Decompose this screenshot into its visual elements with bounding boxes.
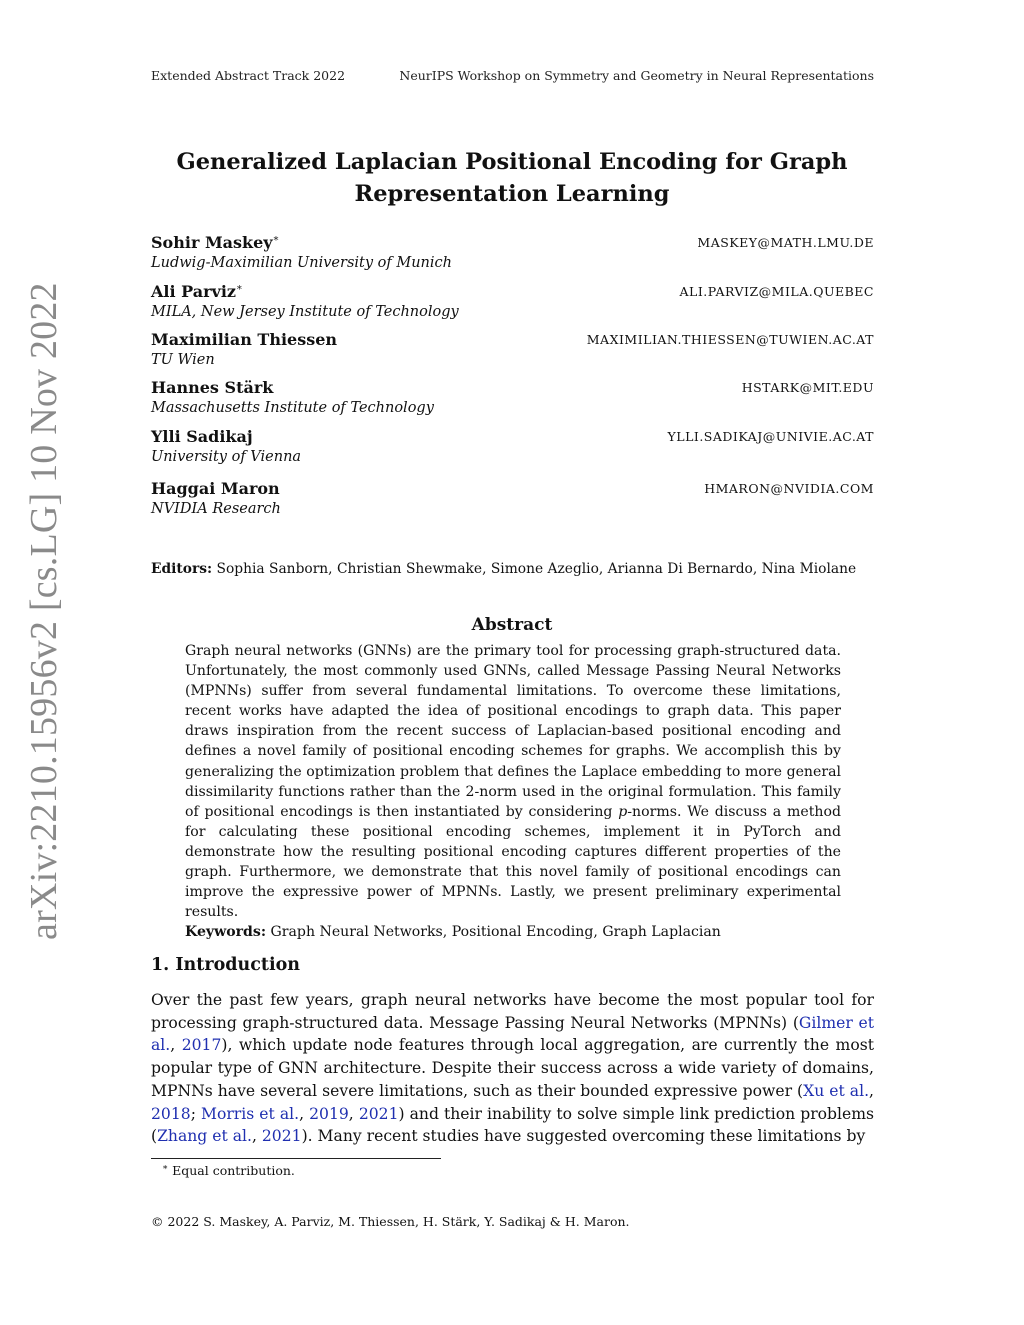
author-affiliation: Massachusetts Institute of Technology [151, 400, 434, 416]
author-email[interactable]: YLLI.SADIKAJ@UNIVIE.AC.AT [667, 429, 874, 444]
citation-link[interactable]: 2017 [181, 1036, 222, 1055]
citation-link[interactable]: 2019 [309, 1104, 349, 1123]
citation-link[interactable]: 2021 [261, 1127, 302, 1146]
author-name: Sohir Maskey∗ [151, 233, 280, 252]
abstract-heading: Abstract [471, 615, 553, 635]
editors-names: Sophia Sanborn, Christian Shewmake, Simone Azeglio, Arianna Di Bernardo, Nina Miolane [216, 561, 857, 577]
author-email[interactable]: ALI.PARVIZ@MILA.QUEBEC [679, 284, 874, 299]
citation-link[interactable]: 2021 [358, 1104, 399, 1123]
author-affiliation: University of Vienna [151, 449, 302, 465]
author-block [151, 282, 874, 328]
author-affiliation: MILA, New Jersey Institute of Technology [151, 304, 459, 320]
editors-label: Editors: [151, 561, 213, 577]
author-block [151, 378, 874, 424]
editors-line [151, 561, 856, 577]
author-email[interactable]: HSTARK@MIT.EDU [741, 380, 874, 395]
running-header-right: NeurIPS Workshop on Symmetry and Geometry in Neural Representations [399, 68, 874, 83]
citation-link[interactable]: 2018 [151, 1104, 191, 1123]
copyright-icon: © [151, 1214, 164, 1229]
footnote: ∗ Equal contribution. [162, 1163, 295, 1179]
author-name: Maximilian Thiessen [151, 330, 338, 349]
author-affiliation: TU Wien [151, 352, 215, 368]
author-email[interactable]: MASKEY@MATH.LMU.DE [697, 235, 874, 250]
author-name: Ylli Sadikaj [151, 427, 253, 446]
author-email[interactable]: HMARON@NVIDIA.COM [704, 481, 874, 496]
author-block [151, 427, 874, 473]
footnote-rule [151, 1158, 441, 1159]
author-block [151, 330, 874, 376]
keywords: Graph Neural Networks, Positional Encoding, Graph Laplacian [270, 924, 721, 941]
citation-link[interactable]: Gilmer et al. [151, 1013, 874, 1055]
intro-paragraph: Over the past few years, graph neural networks have become the most popular tool for processing graph-structured data. Message Passing Neural Networks (MPNNs) (Gilmer et al., 2017), which update node features through local aggregation, are currently the most popular type of GNN architecture. Despite their success across a wide variety of domains, MPNNs have several severe limitations, such as their bounded expressive power (Xu et al., 2018; Morris et al., 2019, 2021) and their inability to solve simple link prediction problems (Zhang et al., 2021). Many recent studies have suggested overcoming these limitations by [151, 991, 875, 1146]
copyright-line: © 2022 S. Maskey, A. Parviz, M. Thiessen, H. Stärk, Y. Sadikaj & H. Maron. [151, 1214, 630, 1229]
arxiv-stamp[interactable]: arXiv:2210.15956v2 [cs.LG] 10 Nov 2022 [23, 282, 65, 940]
keywords-label: Keywords: [185, 924, 267, 941]
paper-title: Generalized Laplacian Positional Encoding for Graph Representation Learning [176, 149, 848, 207]
author-block [151, 479, 874, 525]
author-affiliation: NVIDIA Research [151, 501, 281, 517]
author-name: Haggai Maron [151, 479, 280, 498]
author-email[interactable]: MAXIMILIAN.THIESSEN@TUWIEN.AC.AT [586, 332, 874, 347]
author-name: Hannes Stärk [151, 378, 274, 397]
citation-link[interactable]: Morris et al. [201, 1104, 300, 1123]
author-block [151, 233, 874, 279]
section-heading: 1. Introduction [151, 955, 300, 975]
author-affiliation: Ludwig-Maximilian University of Munich [151, 255, 452, 271]
citation-link[interactable]: Xu et al. [803, 1081, 870, 1100]
author-name: Ali Parviz∗ [151, 282, 243, 301]
running-header-left: Extended Abstract Track 2022 [151, 68, 346, 83]
citation-link[interactable]: Zhang et al. [157, 1127, 252, 1146]
abstract-text: Graph neural networks (GNNs) are the primary tool for processing graph-structured data. Unfortunately, the most commonly used GNNs, called Message Passing Neural Networks (MPNNs) suffer from several fundamental limitations. To overcome these limitations, recent works have adapted the idea of positional encodings to graph data. This paper draws inspiration from the recent success of Laplacian-based positional encoding and defines a novel family of positional encoding schemes for graphs. We accomplish this by generalizing the optimization problem that defines the Laplace embedding to more general dissimilarity functions rather than the 2-norm used in the original formulation. This family of positional encodings is then instantiated by considering p-norms. We discuss a method for calculating these positional encoding schemes, implement it in PyTorch and demonstrate how the resulting positional encoding captures different properties of the graph. Furthermore, we demonstrate that this novel family of positional encodings can improve the expressive power of MPNNs. Lastly, we present preliminary experimental results. Keywords: Graph Neural Networks, Positional Encoding, Graph Laplacian [185, 643, 841, 941]
